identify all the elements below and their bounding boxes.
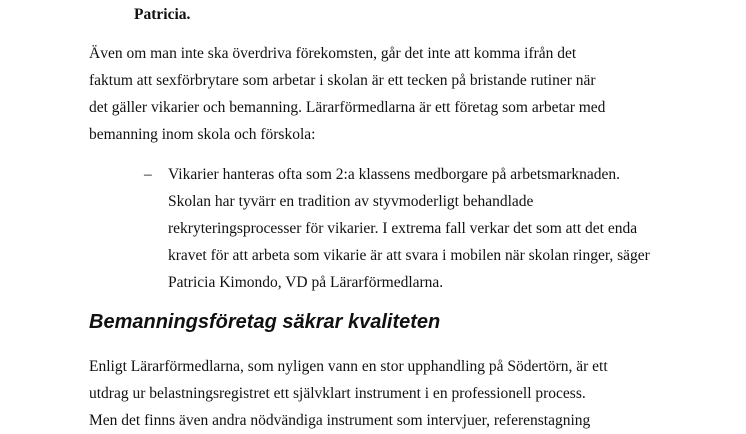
paragraph-line: utdrag ur belastningsregistret ett självklart instrument i en professionell process.	[89, 385, 586, 402]
paragraph-line: Även om man inte ska överdriva förekomsten, går det inte att komma ifrån det	[89, 45, 577, 62]
paragraph-line: Men det finns även andra nödvändiga instrument som intervjuer, referenstagning	[89, 412, 591, 429]
section-heading: Bemanningsföretag säkrar kvaliteten	[89, 311, 441, 333]
paragraph-intro	[89, 40, 689, 148]
name-line: Patricia.	[134, 6, 191, 23]
bullet-line: Skolan har tyvärr en tradition av styvmoderligt behandlade	[168, 193, 534, 210]
bullet-dash: –	[144, 166, 152, 183]
bullet-line: kravet för att arbeta som vikarie är att svara i mobilen när skolan ringer, säger	[168, 247, 650, 264]
quote-bullet	[144, 161, 650, 296]
paragraph-line: det gäller vikarier och bemanning. Lärarförmedlarna är ett företag som arbetar med	[89, 99, 606, 116]
bullet-line: Patricia Kimondo, VD på Lärarförmedlarna.	[168, 274, 444, 291]
paragraph-section	[89, 353, 689, 434]
paragraph-line: Enligt Lärarförmedlarna, som nyligen vann en stor upphandling på Södertörn, är ett	[89, 358, 608, 375]
bullet-line: Vikarier hanteras ofta som 2:a klassens medborgare på arbetsmarknaden.	[168, 166, 620, 183]
paragraph-line: bemanning inom skola och förskola:	[89, 126, 316, 143]
paragraph-line: faktum att sexförbrytare som arbetar i skolan är ett tecken på bristande rutiner när	[89, 72, 596, 89]
bullet-line: rekryteringsprocesser för vikarier. I extrema fall verkar det som att det enda	[168, 220, 638, 237]
